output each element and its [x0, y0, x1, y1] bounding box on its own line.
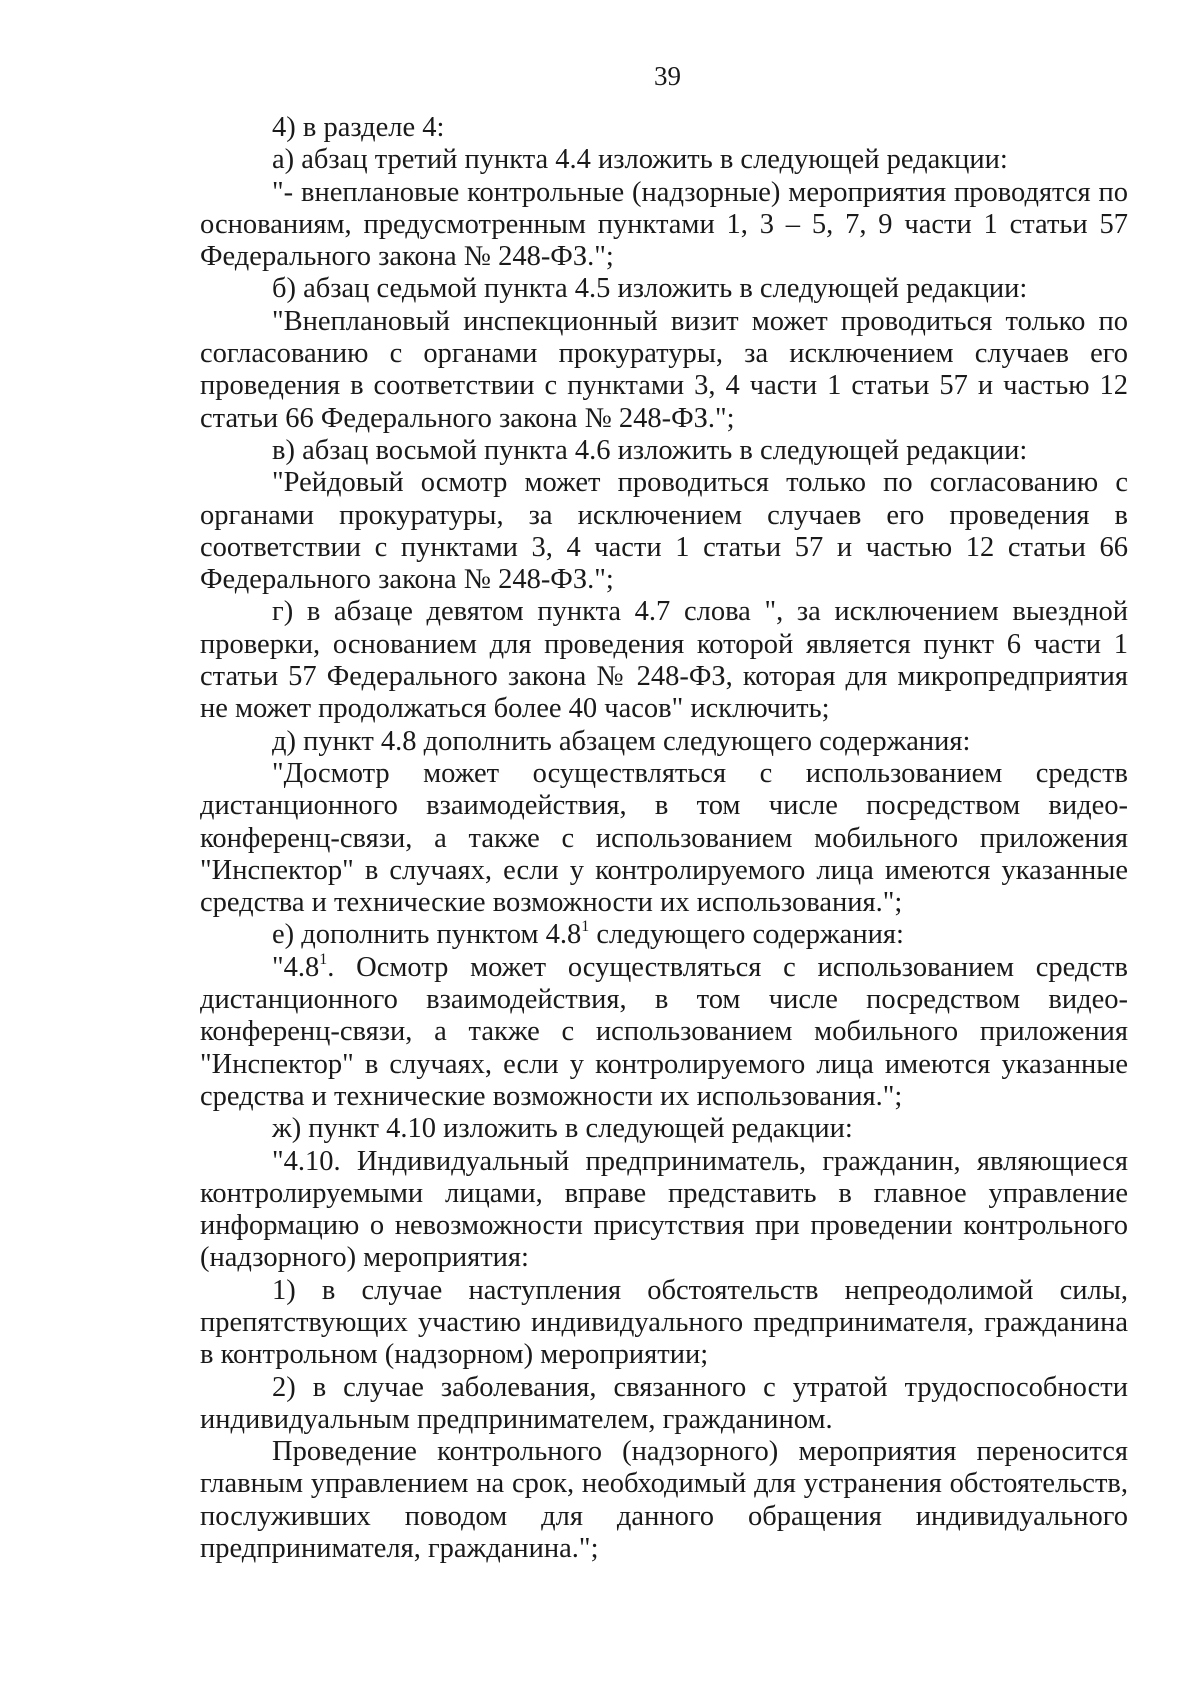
- list-item-2: 2) в случае заболевания, связанного с утратой трудоспособности индивидуальным предпринимателем, гражданином.: [200, 1371, 1128, 1435]
- document-body: [200, 112, 1128, 1565]
- section-heading: 4) в разделе 4:: [272, 112, 445, 143]
- amendment-item-a: а) абзац третий пункта 4.4 изложить в следующей редакции:: [272, 144, 1008, 176]
- amendment-quote-d: "Досмотр может осуществляться с использованием средств дистанционного взаимодействия, в том числе посредством видео-конференц-связи, а также с использованием мобильного приложения "Инспектор" в случаях, если у контролируемого лица имеются указанные средства и технические возможности их использования.";: [200, 757, 1128, 919]
- text-run: . Осмотр может осуществляться с использованием средств дистанционного взаимодействия, в том числе посредством видео-конференц-связи, а также с использованием мобильного приложения "Инспектор" в случаях, если у контролируемого лица имеются указанные средства и технические возможности их использования.";: [200, 951, 1128, 1112]
- amendment-item-g: г) в абзаце девятом пункта 4.7 слова ", за исключением выездной проверки, основанием для проведения которой является пункт 6 части 1 статьи 57 Федерального закона № 248-ФЗ, которая для микропредприятия не может продолжаться более 40 часов" исключить;: [200, 596, 1128, 725]
- amendment-quote-a: "- внеплановые контрольные (надзорные) мероприятия проводятся по основаниям, предусмотренным пунктами 1, 3 – 5, 7, 9 части 1 статьи 57 Федерального закона № 248-ФЗ.";: [200, 176, 1128, 273]
- amendment-item-d: д) пункт 4.8 дополнить абзацем следующего содержания:: [272, 725, 971, 757]
- closing-paragraph: Проведение контрольного (надзорного) мероприятия переносится главным управлением на срок, необходимый для устранения обстоятельств, послуживших поводом для данного обращения индивидуального предпринимателя, гражданина.";: [200, 1436, 1128, 1565]
- superscript: 1: [581, 918, 590, 936]
- text-run: "4.8: [272, 951, 320, 983]
- text-run: следующего содержания:: [589, 919, 904, 951]
- amendment-item-v: в) абзац восьмой пункта 4.6 изложить в следующей редакции:: [272, 434, 1028, 466]
- amendment-item-zh: ж) пункт 4.10 изложить в следующей редакции:: [272, 1113, 853, 1145]
- amendment-quote-e: [200, 952, 1128, 1113]
- amendment-quote-b: "Внеплановый инспекционный визит может проводиться только по согласованию с органами прокуратуры, за исключением случаев его проведения в соответствии с пунктами 3, 4 части 1 статьи 57 и частью 12 статьи 66 Федерального закона № 248-ФЗ.";: [200, 305, 1128, 434]
- amendment-quote-v: "Рейдовый осмотр может проводиться только по согласованию с органами прокуратуры, за исключением случаев его проведения в соответствии с пунктами 3, 4 части 1 статьи 57 и частью 12 статьи 66 Федерального закона № 248-ФЗ.";: [200, 467, 1128, 596]
- amendment-quote-zh: "4.10. Индивидуальный предприниматель, гражданин, являющиеся контролируемыми лицами, вправе представить в главное управление информацию о невозможности присутствия при проведении контрольного (надзорного) мероприятия:: [200, 1145, 1128, 1274]
- amendment-item-e: [200, 919, 1128, 951]
- text-run: е) дополнить пунктом 4.8: [272, 919, 582, 951]
- superscript: 1: [319, 950, 328, 968]
- page-number: 39: [654, 61, 681, 91]
- list-item-1: 1) в случае наступления обстоятельств непреодолимой силы, препятствующих участию индивидуального предпринимателя, гражданина в контрольном (надзорном) мероприятии;: [200, 1274, 1128, 1371]
- amendment-item-b: б) абзац седьмой пункта 4.5 изложить в следующей редакции:: [272, 273, 1028, 305]
